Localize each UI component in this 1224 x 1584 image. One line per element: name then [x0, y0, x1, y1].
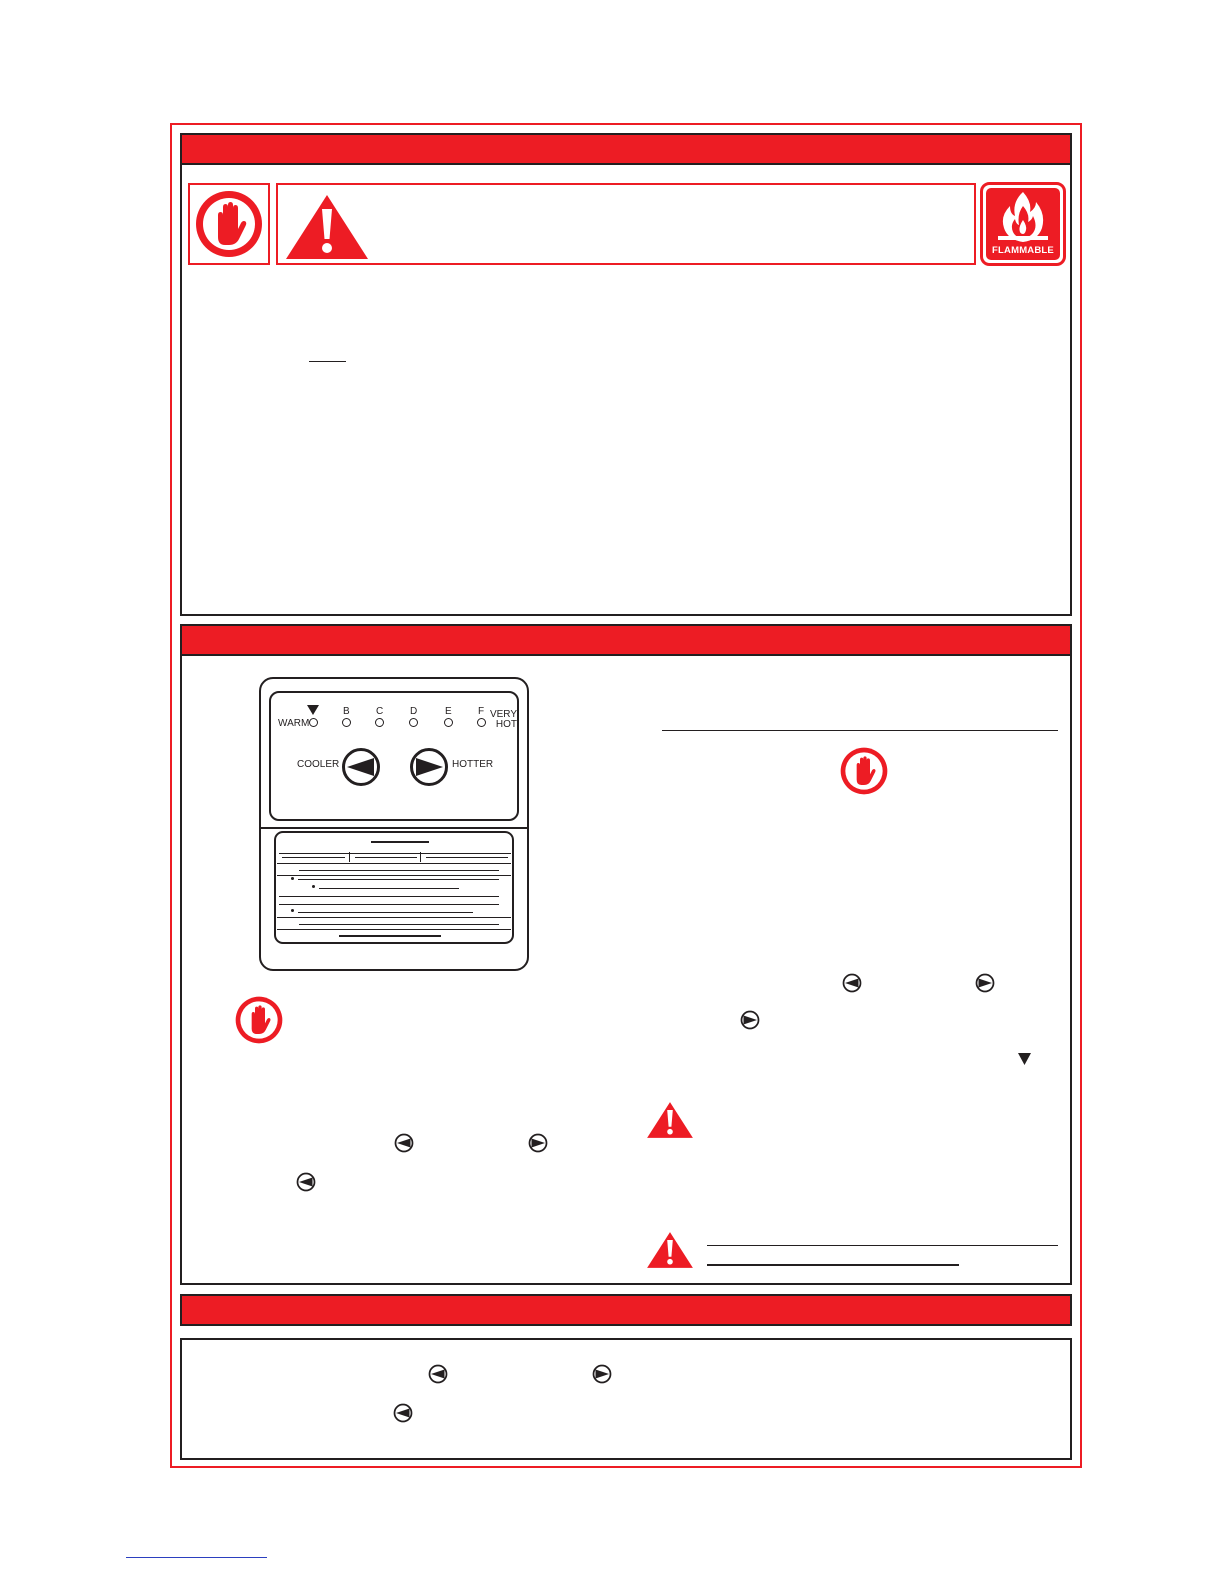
- danger-section-header-bar: [180, 133, 1072, 165]
- cooler-button-icon: [394, 1133, 414, 1153]
- rule-line: [662, 730, 1058, 731]
- cooler-button-icon: [842, 973, 862, 993]
- level-indicator-b: [342, 718, 351, 727]
- level-indicator-d: [409, 718, 418, 727]
- selected-level-marker-icon: [306, 704, 320, 716]
- stop-hand-icon: [233, 994, 285, 1046]
- warning-triangle-icon: [284, 193, 370, 261]
- level-label-c: C: [376, 706, 384, 717]
- control-panel-illustration: [259, 677, 529, 971]
- level-label-d: D: [410, 706, 418, 717]
- stop-hand-badge: [188, 183, 270, 265]
- cooler-button-icon: [296, 1172, 316, 1192]
- warm-label: WARM: [278, 718, 310, 729]
- hotter-label: HOTTER: [452, 759, 494, 770]
- level-label-e: E: [445, 706, 452, 717]
- rule-line: [707, 1264, 959, 1266]
- warning-banner: [276, 183, 976, 265]
- level-label-b: B: [343, 706, 350, 717]
- adjustment-section-header-bar: [180, 1294, 1072, 1326]
- hotter-button-icon: [592, 1364, 612, 1384]
- operation-section-header-bar: [180, 624, 1072, 656]
- level-indicator-e: [444, 718, 453, 727]
- footer-link-underline: [126, 1557, 267, 1558]
- cooler-button-icon: [393, 1403, 413, 1423]
- flammable-badge: [980, 182, 1066, 266]
- hotter-button-icon: [740, 1010, 760, 1030]
- level-label-f: F: [478, 706, 485, 717]
- cooler-button-icon: [341, 747, 381, 787]
- adjustment-section: [180, 1338, 1072, 1460]
- underline-mark: [309, 361, 346, 362]
- warning-triangle-icon: [646, 1230, 694, 1270]
- stop-hand-icon: [190, 185, 268, 263]
- very-hot-label: VERY HOT: [489, 709, 517, 730]
- hotter-button-icon: [528, 1133, 548, 1153]
- level-indicator-c: [375, 718, 384, 727]
- cooler-label: COOLER: [297, 759, 340, 770]
- cooler-button-icon: [428, 1364, 448, 1384]
- panel-divider: [259, 827, 529, 829]
- warning-triangle-icon: [646, 1100, 694, 1140]
- rule-line: [707, 1245, 1058, 1246]
- selected-level-marker-icon: [1017, 1052, 1032, 1066]
- level-indicator-f: [477, 718, 486, 727]
- flammable-label: FLAMMABLE: [992, 245, 1054, 256]
- stop-hand-icon: [838, 745, 890, 797]
- hotter-button-icon: [975, 973, 995, 993]
- level-indicator-warm: [309, 718, 318, 727]
- hotter-button-icon: [409, 747, 449, 787]
